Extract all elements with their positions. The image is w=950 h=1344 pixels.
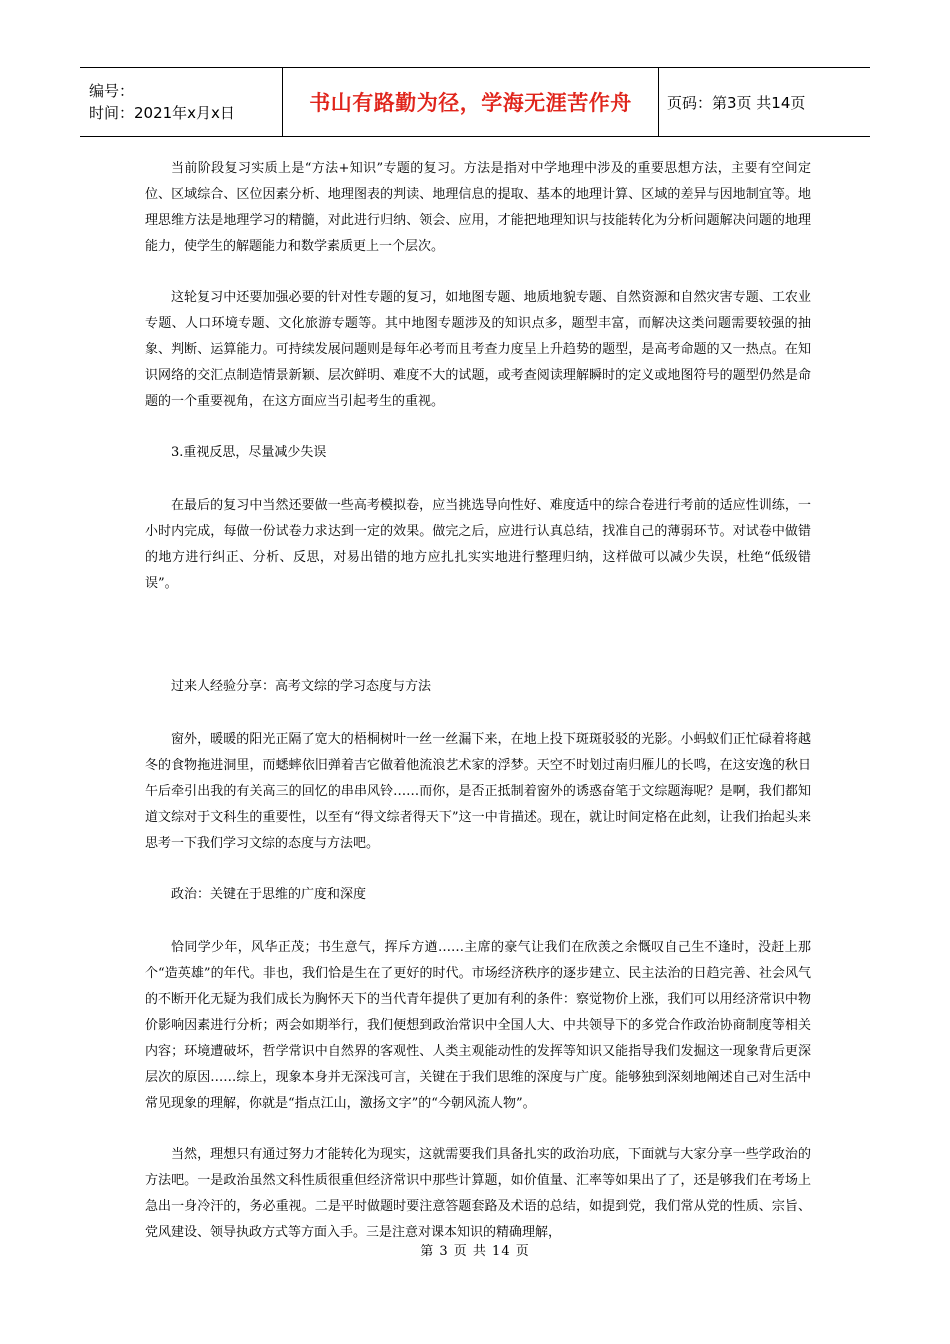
section-heading: 过来人经验分享：高考文综的学习态度与方法 <box>171 679 432 694</box>
paragraph: 窗外，暖暖的阳光正隔了宽大的梧桐树叶一丝一丝漏下来，在地上投下斑斑驳驳的光影。小蚂蚁们正忙碌着将越冬的食物拖进洞里，而蟋蟀依旧弹着吉它做着他流浪艺术家的浮梦。天空不时划过南归雁儿的长鸣，在这安逸的秋日午后牵引出我的有关高三的回忆的串串风铃……而你，是否正抵制着窗外的诱惑奋笔于文综题海呢？是啊，我们都知道文综对于文科生的重要性，以至有“得文综者得天下”这一中肯描述。现在，就让时间定格在此刻，让我们抬起头来思考一下我们学习文综的态度与方法吧。 <box>145 732 811 851</box>
motto: 书山有路勤为径，学海无涯苦作舟 <box>309 91 632 115</box>
header-meta-cell <box>80 68 283 136</box>
paragraph: 恰同学少年，风华正茂；书生意气，挥斥方遒……主席的豪气让我们在欣羡之余慨叹自己生不逢时，没赶上那个“造英雄”的年代。非也，我们恰是生在了更好的时代。市场经济秩序的逐步建立、民主法治的日趋完善、社会风气的不断开化无疑为我们成长为胸怀天下的当代青年提供了更加有利的条件：察觉物价上涨，我们可以用经济常识中物价影响因素进行分析；两会如期举行，我们便想到政治常识中全国人大、中共领导下的多党合作政治协商制度等相关内容；环境遭破坏，哲学常识中自然界的客观性、人类主观能动性的发挥等知识又能指导我们发掘这一现象背后更深层次的原因……综上，现象本身并无深浅可言，关键在于我们思维的深度与广度。能够独到深刻地阐述自己对生活中常见现象的理解，你就是“指点江山，激扬文字”的“今朝风流人物”。 <box>145 940 811 1111</box>
section-heading: 政治：关键在于思维的广度和深度 <box>171 887 367 902</box>
time-label: 时间：2021年x月x日 <box>89 104 235 122</box>
paragraph: 这轮复习中还要加强必要的针对性专题的复习，如地图专题、地质地貌专题、自然资源和自然灾害专题、工农业专题、人口环境专题、文化旅游专题等。其中地图专题涉及的知识点多，题型丰富，而解决这类问题需要较强的抽象、判断、运算能力。可持续发展问题则是每年必考而且考查力度呈上升趋势的题型，是高考命题的又一热点。在知识网络的交汇点制造情景新颖、层次鲜明、难度不大的试题，或考查阅读理解瞬时的定义或地图符号的题型仍然是命题的一个重要视角，在这方面应当引起考生的重视。 <box>145 290 811 409</box>
header-table <box>80 67 870 137</box>
spacer <box>145 622 811 674</box>
paragraph: 在最后的复习中当然还要做一些高考模拟卷，应当挑选导向性好、难度适中的综合卷进行考前的适应性训练，一小时内完成，每做一份试卷力求达到一定的效果。做完之后，应进行认真总结，找准自己的薄弱环节。对试卷中做错的地方进行纠正、分析、反思，对易出错的地方应扎扎实实地进行整理归纳，这样做可以减少失误，杜绝“低级错误”。 <box>145 498 811 591</box>
header-page-cell <box>659 68 870 136</box>
section-heading: 3.重视反思，尽量减少失误 <box>171 445 327 460</box>
header-motto-cell <box>283 68 659 136</box>
page-footer: 第 3 页 共 14 页 <box>420 1244 530 1259</box>
paragraph: 当前阶段复习实质上是“方法+知识”专题的复习。方法是指对中学地理中涉及的重要思想方法，主要有空间定位、区域综合、区位因素分析、地理图表的判读、地理信息的提取、基本的地理计算、区域的差异与因地制宜等。地理思维方法是地理学习的精髓，对此进行归纳、领会、应用，才能把地理知识与技能转化为分析问题解决问题的地理能力，使学生的解题能力和数学素质更上一个层次。 <box>145 161 811 254</box>
paragraph: 当然，理想只有通过努力才能转化为现实，这就需要我们具备扎实的政治功底，下面就与大家分享一些学政治的方法吧。一是政治虽然文科性质很重但经济常识中那些计算题，如价值量、汇率等如果出了了，还是够我们在考场上急出一身冷汗的，务必重视。二是平时做题时要注意答题套路及术语的总结，如提到党，我们常从党的性质、宗旨、党风建设、领导执政方式等方面入手。三是注意对课本知识的精确理解， <box>145 1147 811 1240</box>
page-info: 页码：第3页 共14页 <box>667 93 806 112</box>
document-body <box>145 156 811 1271</box>
number-label: 编号： <box>89 82 135 100</box>
